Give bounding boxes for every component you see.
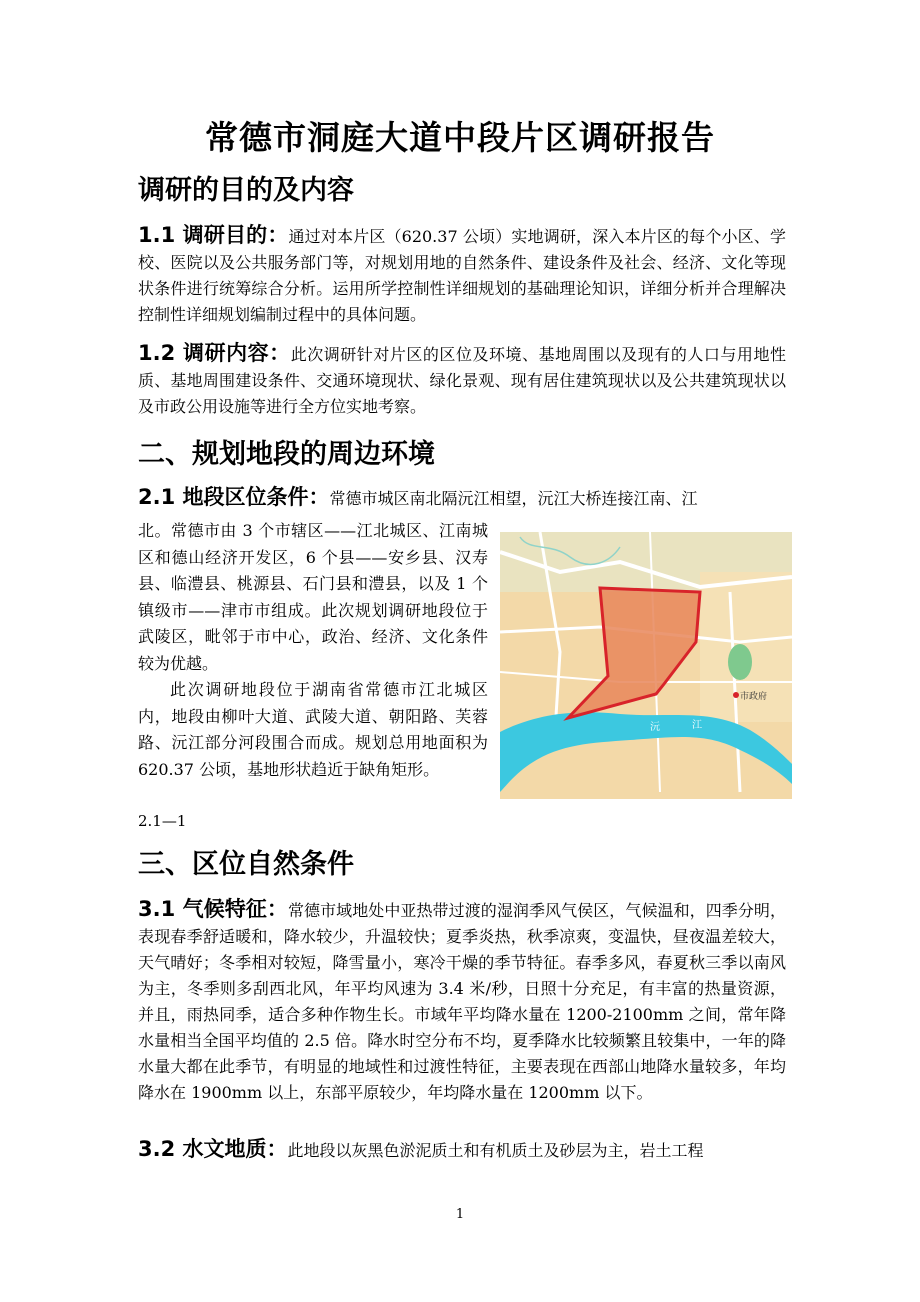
paragraph-3-2-lead: 3.2 水文地质：	[138, 1137, 288, 1161]
paragraph-3-1-lead: 3.1 气候特征：	[138, 897, 288, 921]
paragraph-2-1-lead: 2.1 地段区位条件：	[138, 485, 330, 509]
location-paragraph-2: 此次调研地段位于湖南省常德市江北城区内，地段由柳叶大道、武陵大道、朝阳路、芙蓉路、沅江部分河段围合而成。规划总用地面积为 620.37 公顷，基地形状趋近于缺角矩形。	[138, 680, 488, 779]
location-text-column	[138, 518, 488, 783]
site-location-map	[500, 532, 792, 799]
section-3-heading: 三、区位自然条件	[138, 849, 354, 880]
map-label-jiang: 江	[692, 720, 702, 731]
paragraph-3-2	[138, 1136, 786, 1164]
location-paragraph-1: 北。常德市由 3 个市辖区——江北城区、江南城区和德山经济开发区，6 个县——安乡县、汉寿县、临澧县、桃源县、石门县和澧县，以及 1 个镇级市——津市市组成。此次规划调研地段位于武陵区，毗邻于市中心，政治、经济、文化条件较为优越。	[138, 521, 488, 673]
paragraph-1-2-lead: 1.2 调研内容：	[138, 341, 291, 365]
paragraph-2-1-text: 常德市城区南北隔沅江相望，沅江大桥连接江南、江	[329, 489, 698, 508]
map-label-city-government: 市政府	[740, 692, 768, 702]
paragraph-3-1	[138, 896, 786, 1106]
figure-caption: 2.1—1	[138, 812, 187, 830]
map-label-yuan: 沅	[650, 722, 660, 733]
document-title: 常德市洞庭大道中段片区调研报告	[205, 118, 715, 157]
paragraph-1-1-text: 通过对本片区（620.37 公顷）实地调研，深入本片区的每个小区、学校、医院以及公共服务部门等，对规划用地的自然条件、建设条件及社会、经济、文化等现状条件进行统筹综合分析。运用所学控制性详细规划的基础理论知识，详细分析并合理解决控制性详细规划编制过程中的具体问题。	[138, 227, 786, 324]
paragraph-1-1	[138, 222, 786, 328]
paragraph-1-1-lead: 1.1 调研目的：	[138, 223, 289, 247]
paragraph-3-2-text: 此地段以灰黑色淤泥质土和有机质土及砂层为主，岩土工程	[287, 1141, 704, 1160]
paragraph-1-2-text: 此次调研针对片区的区位及环境、基地周围以及现有的人口与用地性质、基地周围建设条件、交通环境现状、绿化景观、现有居住建筑现状以及公共建筑现状以及市政公用设施等进行全方位实地考察。	[138, 345, 786, 416]
section-1-heading: 调研的目的及内容	[138, 175, 354, 206]
paragraph-3-1-text: 常德市域地处中亚热带过渡的湿润季风气侯区，气候温和，四季分明，表现春季舒适暖和，降水较少，升温较快；夏季炎热，秋季凉爽，变温快，昼夜温差较大，天气晴好；冬季相对较短，降雪量小，寒冷干燥的季节特征。春季多风，春夏秋三季以南风为主，冬季则多刮西北风，年平均风速为 3.4 米/秒，日照十分充足，有丰富的热量资源，并且，雨热同季，适合多种作物生长。市域年平均降水量在 1200-2100mm 之间，常年降水量相当全国平均值的 2.5 倍。降水时空分布不均，夏季降水比较频繁且较集中，一年的降水量大都在此季节，有明显的地域性和过渡性特征，主要表现在西部山地降水量较多，年均降水在 1900mm 以上，东部平原较少，年均降水量在 1200mm 以下。	[138, 901, 786, 1102]
page-number: 1	[455, 1207, 465, 1222]
section-2-heading: 二、规划地段的周边环境	[138, 439, 435, 470]
paragraph-2-1	[138, 484, 786, 512]
paragraph-1-2	[138, 340, 786, 420]
